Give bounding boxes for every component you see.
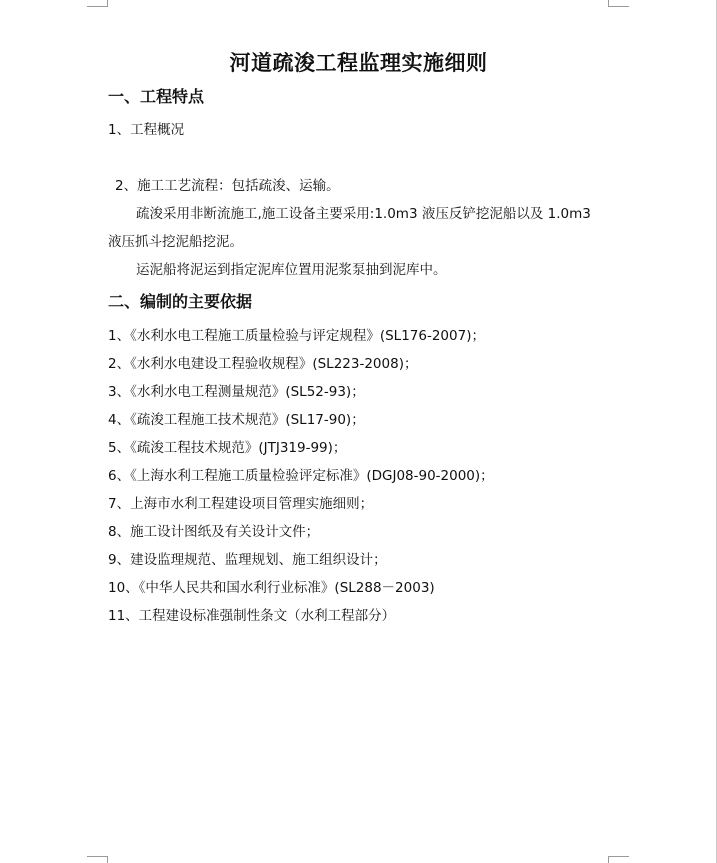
reference-item: 11、工程建设标准强制性条文（水利工程部分） bbox=[108, 608, 396, 624]
reference-item: 9、建设监理规范、监理规划、施工组织设计； bbox=[108, 552, 387, 568]
reference-item: 4、《疏浚工程施工技术规范》(SL17-90)； bbox=[108, 412, 365, 428]
section-heading-project-features: 一、工程特点 bbox=[108, 87, 205, 106]
reference-item: 10、《中华人民共和国水利行业标准》(SL288－2003) bbox=[108, 580, 435, 596]
crop-mark-bottom-right-h bbox=[608, 856, 629, 857]
reference-item: 8、施工设计图纸及有关设计文件； bbox=[108, 524, 320, 540]
reference-item: 6、《上海水利工程施工质量检验评定标准》(DGJ08-90-2000)； bbox=[108, 468, 494, 484]
paragraph-dredging-line-1: 疏浚采用非断流施工,施工设备主要采用:1.0m3 液压反铲挖泥船以及 1.0m3 bbox=[136, 206, 591, 222]
crop-mark-top-right-h bbox=[608, 6, 629, 7]
reference-item: 7、上海市水利工程建设项目管理实施细则； bbox=[108, 496, 374, 512]
section-heading-main-basis: 二、编制的主要依据 bbox=[108, 292, 253, 311]
crop-mark-top-left-h bbox=[87, 6, 108, 7]
reference-item: 2、《水利水电建设工程验收规程》(SL223-2008)； bbox=[108, 356, 418, 372]
paragraph-mud-transport: 运泥船将泥运到指定泥库位置用泥浆泵抽到泥库中。 bbox=[136, 262, 447, 278]
reference-item: 1、《水利水电工程施工质量检验与评定规程》(SL176-2007)； bbox=[108, 328, 485, 344]
reference-item: 3、《水利水电工程测量规范》(SL52-93)； bbox=[108, 384, 365, 400]
reference-item: 5、《疏浚工程技术规范》(JTJ319-99)； bbox=[108, 440, 347, 456]
paragraph-dredging-line-2: 液压抓斗挖泥船挖泥。 bbox=[108, 234, 243, 250]
document-title: 河道疏浚工程监理实施细则 bbox=[229, 51, 488, 75]
crop-mark-bottom-right-v bbox=[608, 857, 609, 863]
item-construction-process: 2、施工工艺流程：包括疏浚、运输。 bbox=[115, 178, 340, 194]
crop-mark-bottom-left-v bbox=[107, 857, 108, 863]
crop-mark-bottom-left-h bbox=[87, 856, 108, 857]
item-project-overview: 1、工程概况 bbox=[108, 122, 185, 138]
